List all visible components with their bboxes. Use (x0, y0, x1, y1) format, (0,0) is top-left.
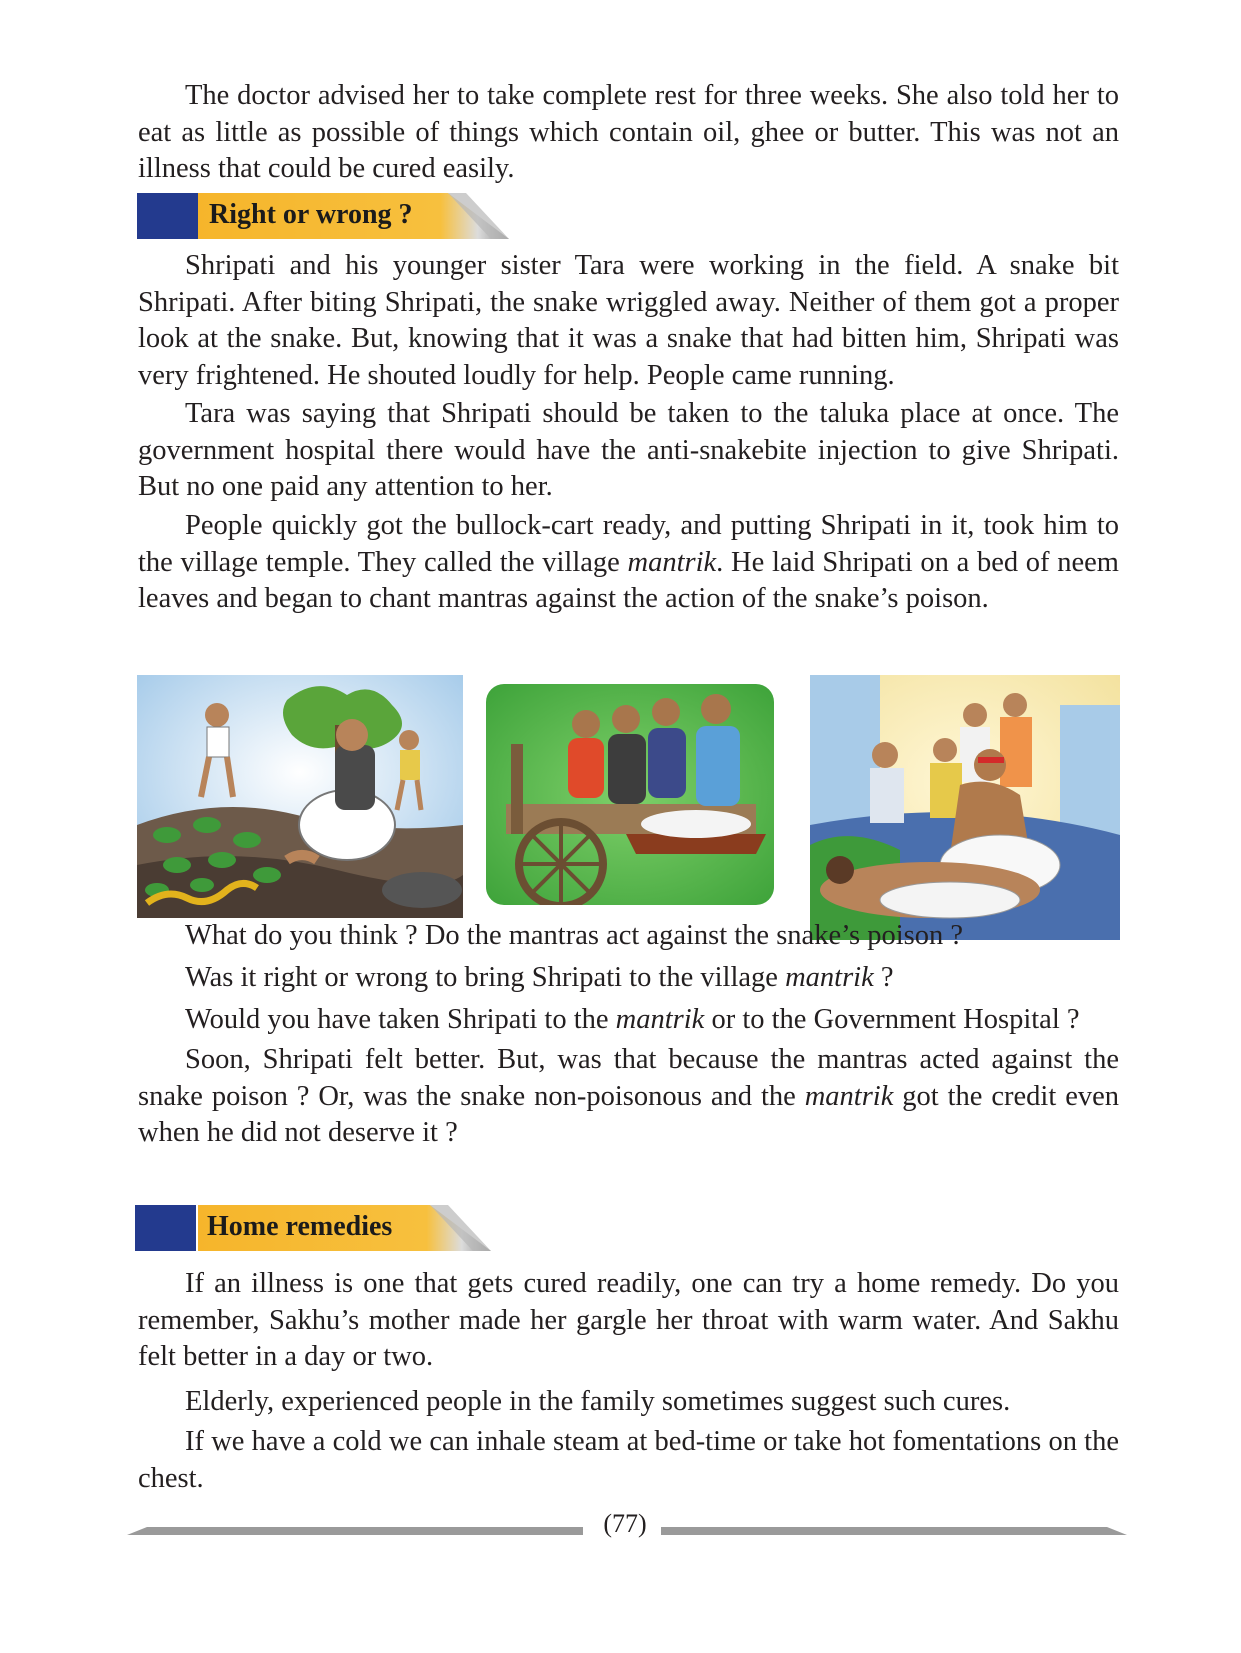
footer-rule-right (661, 1522, 1127, 1530)
paragraph-cold-steam: If we have a cold we can inhale steam at bed-time or take hot fomentations on the chest. (138, 1426, 1119, 1494)
heading-label: Right or wrong ? (209, 199, 413, 230)
footer-rule-left (127, 1522, 583, 1530)
question-mantrik-or-hospital: Would you have taken Shripati to the mantrik or to the Government Hospital ? (185, 1004, 1080, 1035)
illustration-mantrik (810, 675, 1120, 940)
term-mantrik: mantrik (615, 1004, 705, 1035)
paragraph-shripati-better: Soon, Shripati felt better. But, was that because the mantras acted against the snake poison ? Or, was the snake non-poisonous and the mantrik got the credit even when he did not deserve it ? (138, 1044, 1119, 1148)
paragraph-tara-hospital: Tara was saying that Shripati should be taken to the taluka place at once. The government hospital there would have the anti-snakebite injection to give Shripati. But no one paid any attention to her. (138, 398, 1119, 502)
heading-label: Home remedies (207, 1211, 393, 1242)
illustration-bullock-cart (486, 684, 774, 905)
paragraph-elderly-cures: Elderly, experienced people in the family sometimes suggest such cures. (185, 1386, 1011, 1417)
term-mantrik: mantrik (785, 962, 874, 993)
term-mantrik: mantrik (804, 1080, 894, 1112)
section-heading-right-or-wrong (137, 193, 509, 239)
heading-blue-block (135, 1205, 196, 1251)
section-heading-home-remedies (137, 1205, 491, 1251)
page-number: (77) (603, 1509, 647, 1538)
term-mantrik: mantrik (627, 546, 717, 578)
paragraph-snake-bite: Shripati and his younger sister Tara were working in the field. A snake bit Shripati. After biting Shripati, the snake wriggled away. Neither of them got a proper look at the snake. But, knowing that it was a snake that had bitten him, Shripati was very frightened. He shouted loudly for help. People came running. (138, 250, 1119, 391)
illustration-snake-bite (137, 675, 463, 918)
question-mantras-act: What do you think ? Do the mantras act against the snake’s poison ? (185, 920, 964, 951)
question-right-or-wrong: Was it right or wrong to bring Shripati to the village mantrik ? (185, 962, 894, 993)
paragraph-doctor-advice: The doctor advised her to take complete rest for three weeks. She also told her to eat as little as possible of things which contain oil, ghee or butter. This was not an illness that could be cured easily. (138, 80, 1119, 184)
heading-blue-block (137, 193, 198, 239)
paragraph-home-remedy: If an illness is one that gets cured readily, one can try a home remedy. Do you remember, Sakhu’s mother made her gargle her throat with warm water. And Sakhu felt better in a day or two. (138, 1268, 1119, 1372)
paragraph-bullock-cart: People quickly got the bullock-cart ready, and putting Shripati in it, took him to the village temple. They called the village mantrik. He laid Shripati on a bed of neem leaves and began to chant mantras against the action of the snake’s poison. (138, 510, 1119, 614)
